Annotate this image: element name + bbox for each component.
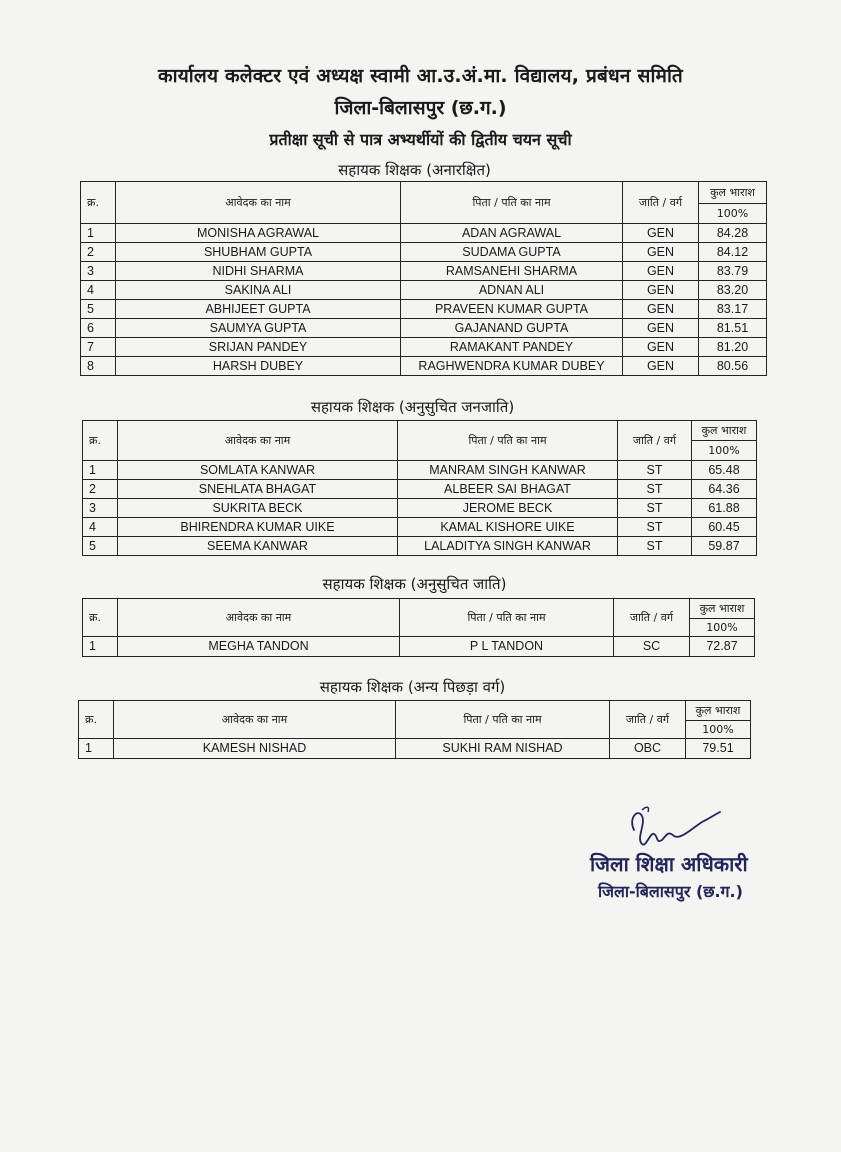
col-name: आवेदक का नाम — [118, 599, 400, 637]
cell-score: 80.56 — [699, 357, 767, 376]
cell-caste: GEN — [623, 262, 699, 281]
table-sc — [82, 598, 755, 657]
col-father: पिता / पति का नाम — [401, 182, 623, 224]
section-title-unreserved: सहायक शिक्षक (अनारक्षित) — [338, 161, 491, 179]
cell-caste: SC — [614, 637, 690, 657]
cell-name: SEEMA KANWAR — [118, 537, 398, 556]
cell-name: KAMESH NISHAD — [114, 739, 396, 759]
cell-caste: ST — [618, 480, 692, 499]
district-title: जिला-बिलासपुर (छ.ग.) — [334, 97, 507, 119]
cell-sn: 8 — [81, 357, 116, 376]
col-caste: जाति / वर्ग — [618, 421, 692, 461]
cell-name: BHIRENDRA KUMAR UIKE — [118, 518, 398, 537]
cell-sn: 5 — [83, 537, 118, 556]
section-title-st: सहायक शिक्षक (अनुसुचित जनजाति) — [310, 398, 515, 416]
cell-score: 65.48 — [692, 461, 757, 480]
cell-father: GAJANAND GUPTA — [401, 319, 623, 338]
col-caste: जाति / वर्ग — [623, 182, 699, 224]
cell-score: 83.20 — [699, 281, 767, 300]
cell-father: SUKHI RAM NISHAD — [396, 739, 610, 759]
table-row — [81, 300, 767, 319]
col-percent: 100% — [692, 441, 757, 461]
cell-father: ADNAN ALI — [401, 281, 623, 300]
cell-name: ABHIJEET GUPTA — [116, 300, 401, 319]
cell-caste: GEN — [623, 224, 699, 243]
table-header-row — [83, 421, 757, 441]
section-title-obc: सहायक शिक्षक (अन्य पिछड़ा वर्ग) — [319, 678, 506, 696]
col-sn: क्र. — [81, 182, 116, 224]
table-row — [81, 338, 767, 357]
cell-caste: GEN — [623, 357, 699, 376]
cell-father: JEROME BECK — [398, 499, 618, 518]
cell-father: ALBEER SAI BHAGAT — [398, 480, 618, 499]
table-row — [83, 480, 757, 499]
col-father: पिता / पति का नाम — [396, 701, 610, 739]
cell-score: 81.20 — [699, 338, 767, 357]
table-row — [81, 281, 767, 300]
signature-designation: जिला शिक्षा अधिकारी — [590, 852, 748, 876]
table-row — [81, 319, 767, 338]
table-row — [83, 518, 757, 537]
cell-father: LALADITYA SINGH KANWAR — [398, 537, 618, 556]
cell-score: 81.51 — [699, 319, 767, 338]
table-row — [83, 461, 757, 480]
col-percent: 100% — [690, 619, 755, 637]
cell-caste: ST — [618, 537, 692, 556]
cell-caste: ST — [618, 518, 692, 537]
table-row — [83, 499, 757, 518]
table-row — [83, 637, 755, 657]
col-name: आवेदक का नाम — [116, 182, 401, 224]
col-total: कुल भाराश — [699, 182, 767, 204]
cell-sn: 1 — [83, 461, 118, 480]
list-title: प्रतीक्षा सूची से पात्र अभ्यर्थीयों की द्वितीय चयन सूची — [269, 130, 572, 149]
table-header-row — [79, 701, 751, 721]
cell-name: SNEHLATA BHAGAT — [118, 480, 398, 499]
cell-sn: 4 — [81, 281, 116, 300]
table-row — [79, 739, 751, 759]
section-title-sc: सहायक शिक्षक (अनुसुचित जाति) — [322, 575, 507, 593]
table-unreserved — [80, 181, 767, 376]
cell-father: RAGHWENDRA KUMAR DUBEY — [401, 357, 623, 376]
cell-caste: OBC — [610, 739, 686, 759]
cell-father: MANRAM SINGH KANWAR — [398, 461, 618, 480]
cell-score: 59.87 — [692, 537, 757, 556]
cell-sn: 1 — [83, 637, 118, 657]
cell-sn: 6 — [81, 319, 116, 338]
signature-district: जिला-बिलासपुर (छ.ग.) — [598, 882, 743, 901]
cell-sn: 3 — [83, 499, 118, 518]
cell-score: 60.45 — [692, 518, 757, 537]
col-percent: 100% — [699, 204, 767, 224]
cell-score: 61.88 — [692, 499, 757, 518]
cell-caste: ST — [618, 499, 692, 518]
col-caste: जाति / वर्ग — [610, 701, 686, 739]
cell-father: KAMAL KISHORE UIKE — [398, 518, 618, 537]
cell-score: 84.12 — [699, 243, 767, 262]
cell-father: PRAVEEN KUMAR GUPTA — [401, 300, 623, 319]
table-row — [81, 357, 767, 376]
cell-father: P L TANDON — [400, 637, 614, 657]
cell-score: 84.28 — [699, 224, 767, 243]
cell-sn: 1 — [79, 739, 114, 759]
cell-sn: 2 — [83, 480, 118, 499]
table-header-row — [83, 599, 755, 619]
table-row — [81, 262, 767, 281]
cell-name: SUKRITA BECK — [118, 499, 398, 518]
cell-score: 83.17 — [699, 300, 767, 319]
cell-score: 79.51 — [686, 739, 751, 759]
table-header-row — [81, 182, 767, 204]
cell-name: SOMLATA KANWAR — [118, 461, 398, 480]
cell-score: 72.87 — [690, 637, 755, 657]
cell-father: SUDAMA GUPTA — [401, 243, 623, 262]
cell-score: 83.79 — [699, 262, 767, 281]
col-sn: क्र. — [83, 599, 118, 637]
col-name: आवेदक का नाम — [114, 701, 396, 739]
col-name: आवेदक का नाम — [118, 421, 398, 461]
col-percent: 100% — [686, 721, 751, 739]
cell-name: NIDHI SHARMA — [116, 262, 401, 281]
col-sn: क्र. — [83, 421, 118, 461]
office-title: कार्यालय कलेक्टर एवं अध्यक्ष स्वामी आ.उ.अं.मा. विद्यालय, प्रबंधन समिति — [158, 65, 683, 87]
cell-father: RAMSANEHI SHARMA — [401, 262, 623, 281]
col-total: कुल भाराश — [686, 701, 751, 721]
cell-caste: GEN — [623, 300, 699, 319]
cell-caste: GEN — [623, 319, 699, 338]
table-obc — [78, 700, 751, 759]
cell-father: ADAN AGRAWAL — [401, 224, 623, 243]
cell-caste: GEN — [623, 281, 699, 300]
table-row — [81, 224, 767, 243]
cell-caste: GEN — [623, 243, 699, 262]
cell-caste: GEN — [623, 338, 699, 357]
cell-name: SRIJAN PANDEY — [116, 338, 401, 357]
cell-name: HARSH DUBEY — [116, 357, 401, 376]
cell-sn: 7 — [81, 338, 116, 357]
cell-sn: 5 — [81, 300, 116, 319]
table-st — [82, 420, 757, 556]
col-caste: जाति / वर्ग — [614, 599, 690, 637]
table-row — [81, 243, 767, 262]
cell-caste: ST — [618, 461, 692, 480]
cell-sn: 1 — [81, 224, 116, 243]
cell-sn: 3 — [81, 262, 116, 281]
cell-name: SAKINA ALI — [116, 281, 401, 300]
cell-sn: 4 — [83, 518, 118, 537]
cell-name: MONISHA AGRAWAL — [116, 224, 401, 243]
col-sn: क्र. — [79, 701, 114, 739]
col-father: पिता / पति का नाम — [398, 421, 618, 461]
table-row — [83, 537, 757, 556]
cell-name: SAUMYA GUPTA — [116, 319, 401, 338]
cell-score: 64.36 — [692, 480, 757, 499]
col-total: कुल भाराश — [692, 421, 757, 441]
cell-sn: 2 — [81, 243, 116, 262]
col-total: कुल भाराश — [690, 599, 755, 619]
col-father: पिता / पति का नाम — [400, 599, 614, 637]
cell-father: RAMAKANT PANDEY — [401, 338, 623, 357]
cell-name: MEGHA TANDON — [118, 637, 400, 657]
cell-name: SHUBHAM GUPTA — [116, 243, 401, 262]
